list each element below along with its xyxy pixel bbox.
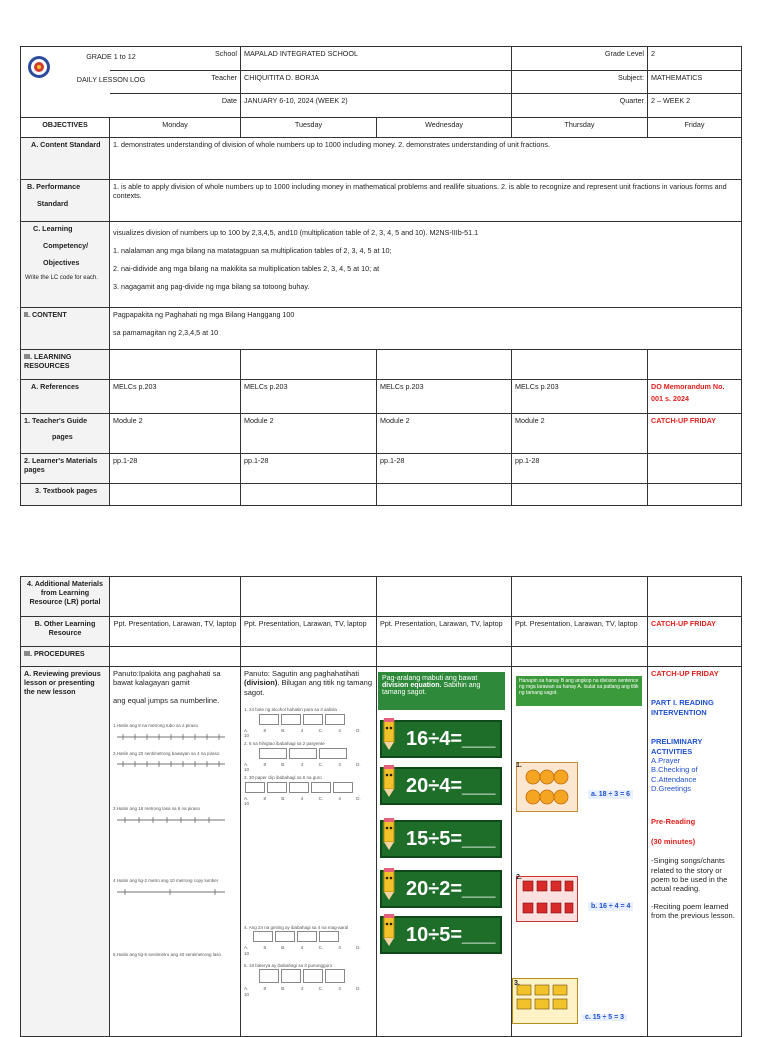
division-20-2: 20÷2=___	[406, 877, 496, 900]
day-tuesday: Tuesday	[241, 118, 377, 138]
subject-label: Subject:	[512, 70, 648, 94]
friday-catch-up: CATCH-UP FRIDAY	[651, 669, 719, 678]
friday-singing: -Singing songs/chants related to the story or poem to be used in the actual reading.	[651, 856, 728, 894]
day-wednesday: Wednesday	[377, 118, 512, 138]
gift-box-group-icon	[517, 877, 577, 921]
tg-tue: Module 2	[241, 414, 377, 454]
monday-q1: 1.Hatiin ang 8 na metrong tubo sa 2 piraso	[113, 723, 199, 729]
tuesday-instruction-2: . Bilugan ang titik ng tamang sagot.	[244, 678, 372, 697]
lm-wed: pp.1-28	[377, 454, 512, 484]
thursday-number-1: 1.	[516, 762, 522, 769]
grade-level-label: Grade Level	[512, 47, 648, 71]
tuesday-q1: 1. 24 bote ng alcohol hahatiin para sa 3 aalisla	[244, 707, 337, 713]
procedures-label: III. PROCEDURES	[21, 647, 110, 667]
monday-q4: 4.Hatiin ang tig-2 metro ang 10 metrong copy lumber	[113, 878, 219, 883]
tuesday-q1-picture	[244, 713, 373, 728]
competency-line-1: visualizes division of numbers up to 100 by 2,3,4,5, and10 (multiplication table of 2, 3, 4, 5 and 10). M2NS-IIIb-51.1	[113, 228, 479, 237]
division-10-5: 10÷5=___	[406, 923, 496, 946]
number-line-1	[115, 731, 237, 745]
deped-seal-icon	[27, 55, 51, 79]
other-wed: Ppt. Presentation, Larawan, TV, laptop	[377, 617, 512, 647]
competency-label-2: Competency/	[43, 241, 89, 250]
subject-value: MATHEMATICS	[648, 70, 742, 94]
tg-fri-catch-up: CATCH-UP FRIDAY	[648, 414, 742, 454]
lm-mon: pp.1-28	[110, 454, 241, 484]
tg-wed: Module 2	[377, 414, 512, 454]
other-resources-label: B. Other Learning Resource	[21, 617, 110, 647]
textbook-pages-label: 3. Textbook pages	[21, 484, 110, 506]
thursday-eq-c: c. 15 ÷ 5 = 3	[582, 1014, 627, 1021]
lesson-log-table-page2	[20, 576, 742, 1037]
pencil-mascot-icon	[376, 912, 402, 948]
friday-item-attendance: C.Attendance	[651, 774, 697, 784]
other-fri-catch-up: CATCH-UP FRIDAY	[648, 617, 742, 647]
tuesday-q2-options: A. 8 B. 4 C. 4 D. 10	[244, 761, 361, 773]
friday-item-greetings: D.Greetings	[651, 784, 692, 793]
tg-mon: Module 2	[110, 414, 241, 454]
thursday-eq-a: a. 18 ÷ 3 = 6	[588, 790, 633, 799]
performance-label: B. Performance	[27, 182, 81, 191]
number-line-3	[115, 814, 237, 828]
learning-resources-label: III. LEARNING RESOURCES	[21, 350, 110, 380]
day-friday: Friday	[648, 118, 742, 138]
number-line-4	[115, 886, 237, 900]
pencil-mascot-icon	[376, 716, 402, 752]
references-label: A. References	[21, 380, 110, 414]
competency-line-2: 1. nalalaman ang mga bilang na matatagpuan sa multiplication tables of 2, 3, 4, 5 at 10;	[113, 246, 392, 255]
performance-text: 1. is able to apply division of whole numbers up to 1000 including money in mathematical problems and reallife situations. 2. is able to recognize and represent unit fractions in various forms and contexts.	[110, 180, 742, 222]
monday-q2: 2.Hatiin ang 20 sentimetrong bawayan sa 4 na piraso	[113, 750, 220, 756]
division-20-4: 20÷4=___	[406, 774, 496, 797]
chalkboard-2	[380, 767, 502, 805]
day-monday: Monday	[110, 118, 241, 138]
thursday-picture-a	[516, 762, 578, 812]
tuesday-q3: 3. 30 paper clip ibabahagi sa 6 na guro	[244, 774, 322, 780]
chalkboard-1	[380, 720, 502, 758]
tuesday-q4: 4. Ang 24 na ginting ay ibabahagi sa 4 na mag-aaral	[244, 924, 349, 930]
quarter-label: Quarter	[512, 94, 648, 118]
tuesday-q5-picture	[244, 968, 373, 986]
content-standard-label: A. Content Standard	[21, 138, 110, 180]
other-mon: Ppt. Presentation, Larawan, TV, laptop	[110, 617, 241, 647]
tuesday-q5: 5. 18 baterya ay ibabahagi sa 3 punungguro	[244, 962, 333, 968]
quarter-value: 2 – WEEK 2	[648, 94, 742, 118]
learners-materials-label: 2. Learner's Materials pages	[21, 454, 110, 484]
wednesday-banner: Pag-aralang mabuti ang bawat division equation. Sabihin ang tamang sagot.	[378, 672, 505, 710]
day-thursday: Thursday	[512, 118, 648, 138]
school-label: School	[110, 47, 241, 71]
references-thu: MELCs p.203	[512, 380, 648, 414]
friday-item-checking: B.Checking of	[651, 765, 698, 775]
tuesday-q3-picture	[244, 781, 373, 796]
competency-label-3: Objectives	[43, 258, 80, 267]
objectives-header: OBJECTIVES	[21, 118, 110, 138]
monday-instruction-2: ang equal jumps sa numberline.	[113, 695, 220, 705]
friday-part1: PART I. READING INTERVENTION	[651, 698, 714, 717]
pencil-mascot-icon	[376, 866, 402, 902]
school-value: MAPALAD INTEGRATED SCHOOL	[241, 47, 512, 71]
pencil-mascot-icon	[376, 763, 402, 799]
content-standard-text: 1. demonstrates understanding of division of whole numbers up to 1000 including money. 2. demonstrates understanding of unit fractions.	[110, 138, 742, 180]
lm-thu: pp.1-28	[512, 454, 648, 484]
other-tue: Ppt. Presentation, Larawan, TV, laptop	[241, 617, 377, 647]
log-title: DAILY LESSON LOG	[76, 75, 146, 84]
thursday-eq-b: b. 16 ÷ 4 = 4	[588, 902, 633, 911]
teacher-value: CHIQUITITA D. BORJA	[241, 70, 512, 94]
monday-instruction: Panuto:Ipakita ang paghahati sa bawat kalagayan gamit	[113, 669, 221, 688]
references-wed: MELCs p.203	[377, 380, 512, 414]
teachers-guide-label: 1. Teacher's Guide	[24, 416, 88, 425]
smiley-group-icon	[517, 763, 577, 811]
header-logo-cell	[21, 47, 146, 118]
tg-thu: Module 2	[512, 414, 648, 454]
content-label: II. CONTENT	[21, 308, 110, 350]
tuesday-q5-options: A. 8 B. 4 C. 4 D. 10	[244, 986, 361, 997]
performance-label-2: Standard	[37, 199, 69, 208]
tuesday-instruction-bold: (division)	[244, 678, 278, 688]
references-tue: MELCs p.203	[241, 380, 377, 414]
friday-pre-reading: Pre-Reading	[651, 817, 696, 827]
friday-minutes: (30 minutes)	[651, 836, 696, 846]
additional-materials-label: 4. Additional Materials from Learning Resource (LR) portal	[21, 577, 110, 617]
division-15-5: 15÷5=___	[406, 827, 496, 850]
content-line-1: Pagpapakita ng Paghahati ng mga Bilang Hanggang 100	[113, 310, 295, 319]
tuesday-instruction: Panuto: Sagutin ang paghahatihati	[244, 669, 360, 678]
division-16-4: 16÷4=___	[406, 727, 496, 750]
thursday-number-2: 2.	[516, 874, 522, 881]
thursday-number-3: 3.	[514, 980, 520, 987]
grade-level-value: 2	[648, 47, 742, 71]
competency-label: C. Learning	[33, 224, 73, 233]
thursday-banner: Hanapin sa hanay B ang angkop na division sentence ng mga larawan sa hanay A. Isulat sa patlang ang titik ng tamang sagot.	[516, 676, 642, 706]
friday-item-prayer: A.Prayer	[651, 755, 681, 765]
references-mon: MELCs p.203	[110, 380, 241, 414]
competency-line-3: 2. nai-didivide ang mga bilang na makikita sa multiplication tables 2, 3, 4, 5 at 10; at	[113, 264, 380, 273]
chalkboard-3	[380, 820, 502, 858]
chalkboard-5	[380, 916, 502, 954]
grades-label: GRADE 1 to 12	[86, 52, 136, 61]
tuesday-q3-options: A. 8 B. 4 C. 4 D. 10	[244, 795, 361, 807]
date-value: JANUARY 6-10, 2024 (WEEK 2)	[241, 94, 512, 118]
number-line-2	[115, 758, 237, 772]
teachers-guide-label-2: pages	[52, 432, 73, 441]
thursday-picture-c	[512, 978, 578, 1024]
friday-reciting: -Reciting poem learned from the previous lesson.	[651, 901, 735, 920]
competency-line-4: 3. nagagamit ang pag-divide ng mga bilang sa totoong buhay.	[113, 282, 310, 291]
review-label: A. Reviewing previous lesson or presenting the new lesson	[21, 667, 110, 1037]
memo-line-1: DO Memorandum No.	[651, 382, 725, 391]
tuesday-q2-picture	[244, 747, 373, 762]
thursday-picture-b	[516, 876, 578, 922]
competency-note: Write the LC code for each.	[25, 275, 98, 281]
friday-prelim: PRELIMINARY ACTIVITIES	[651, 737, 703, 756]
content-line-2: sa pamamagitan ng 2,3,4,5 at 10	[113, 328, 219, 337]
monday-q5: 5.Hatiin ang tig-5 sentimetro ang 40 sentimetrong laso	[113, 951, 222, 957]
teacher-label: Teacher	[110, 70, 241, 94]
chalkboard-4	[380, 870, 502, 908]
pencil-mascot-icon	[376, 816, 402, 852]
lm-tue: pp.1-28	[241, 454, 377, 484]
box-grid-icon	[513, 979, 577, 1023]
tuesday-q1-options: A. 8 B. 4 C. 4 D. 10	[244, 727, 361, 739]
memo-line-2: 001 s. 2024	[651, 394, 689, 403]
tuesday-q4-picture	[244, 930, 373, 945]
tuesday-q4-options: A. 8 B. 4 C. 4 D. 10	[244, 945, 361, 956]
tuesday-q2: 2. 6 na hihigtao ibabahagi sa 2 pasyente	[244, 741, 325, 746]
other-thu: Ppt. Presentation, Larawan, TV, laptop	[512, 617, 648, 647]
monday-q3: 3.Hatiin ang 18 metrong lasa sa 6 na piraso	[113, 806, 201, 812]
lesson-log-table-page1	[20, 46, 742, 506]
date-label: Date	[110, 94, 241, 118]
